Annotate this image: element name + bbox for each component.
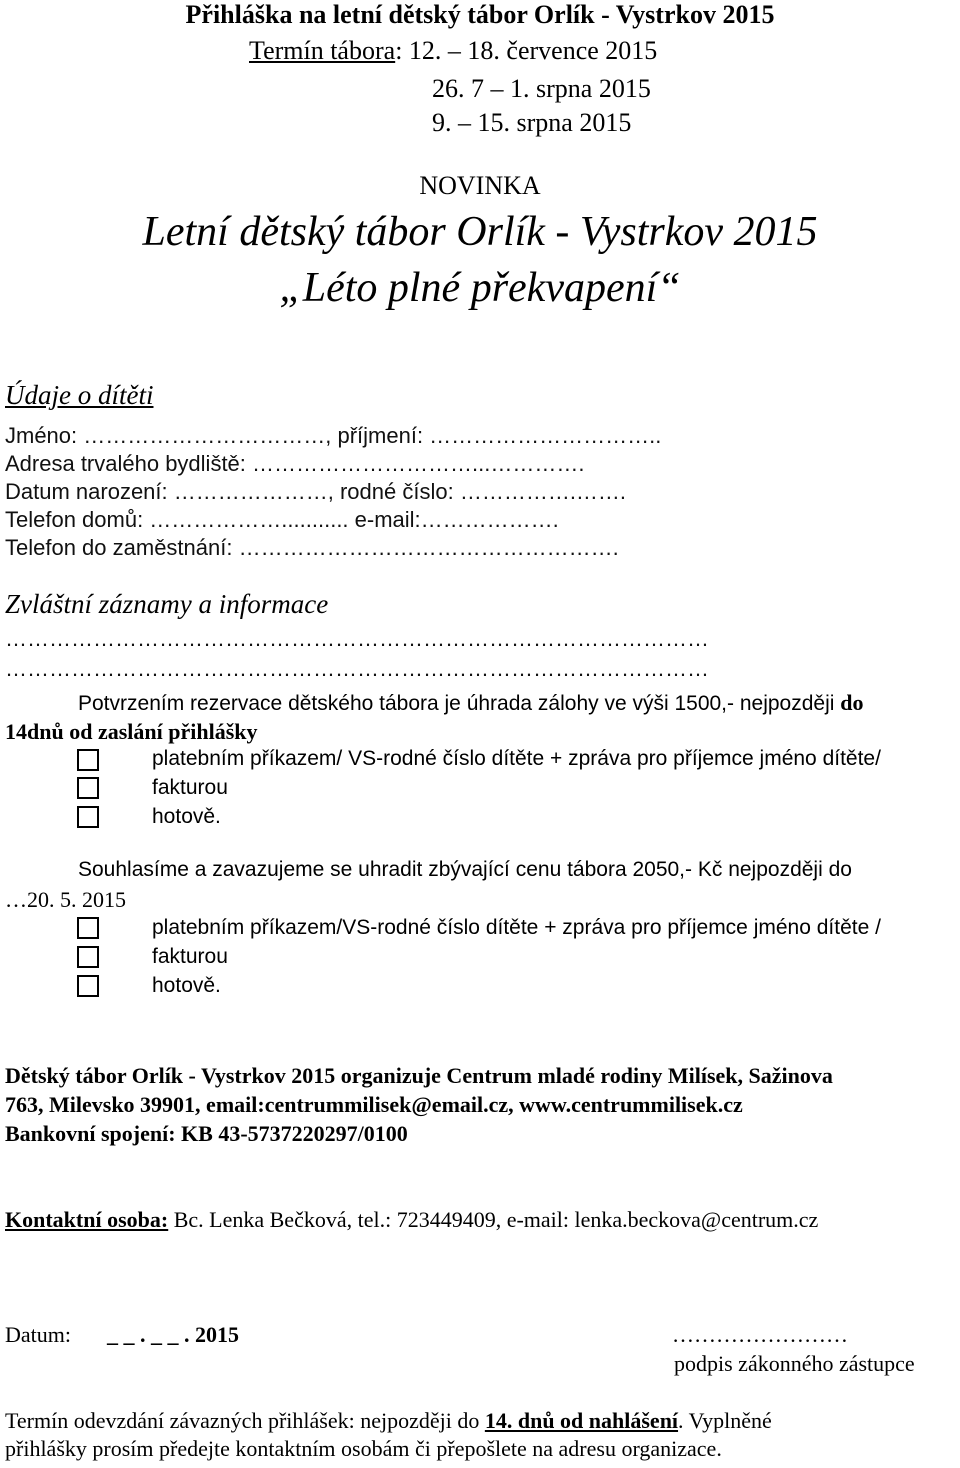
signature-dots: …………………… [672, 1322, 848, 1347]
balance-date: …20. 5. 2015 [5, 887, 126, 912]
deposit-text-do: do [840, 690, 864, 715]
bank-account: Bankovní spojení: KB 43-5737220297/0100 [5, 1121, 408, 1146]
deposit-deadline: 14dnů od zaslání přihlášky [5, 719, 258, 744]
term-dates-1: : 12. – 18. července 2015 [395, 36, 658, 65]
form-title: Přihláška na letní dětský tábor Orlík - Vystrkov 2015 [185, 0, 775, 29]
camp-term-1 [249, 36, 657, 66]
novinka-label: NOVINKA [419, 171, 541, 200]
deadline-text-post: . Vyplněné [678, 1408, 772, 1433]
phone-home-field-line: Telefon domů: ………………........... e-mail:………………. [5, 507, 559, 532]
signature-label: podpis zákonného zástupce [674, 1351, 915, 1376]
contact-label: Kontaktní osoba: [5, 1207, 169, 1232]
phone-work-field-line: Telefon do zaměstnání: ……………………………………………. [5, 535, 619, 560]
deposit-text [78, 690, 864, 716]
camp-term-2: 26. 7 – 1. srpna 2015 [432, 74, 651, 103]
deposit-option-bank-transfer: platebním příkazem/ VS-rodné číslo dítěte + zpráva pro příjemce jméno dítěte/ [152, 747, 881, 770]
main-title: Letní dětský tábor Orlík - Vystrkov 2015 [142, 209, 818, 255]
submission-deadline [5, 1408, 772, 1434]
submission-instructions: přihlášky prosím předejte kontaktním osobám či přepošlete na adresu organizace. [5, 1436, 722, 1461]
child-section-heading: Údaje o dítěti [5, 380, 154, 410]
balance-bank-transfer-checkbox[interactable] [77, 917, 99, 939]
notes-dots-1: …………………………………………………………………………………… [5, 626, 709, 651]
notes-section-heading: Zvláštní záznamy a informace [5, 589, 329, 619]
balance-option-invoice: fakturou [152, 945, 228, 968]
balance-option-cash: hotově. [152, 974, 221, 997]
balance-invoice-checkbox[interactable] [77, 946, 99, 968]
contact-details: Bc. Lenka Bečková, tel.: 723449409, e-mail: lenka.beckova@centrum.cz [168, 1207, 819, 1232]
contact-person [5, 1207, 818, 1233]
organizer-line-1: Dětský tábor Orlík - Vystrkov 2015 organizuje Centrum mladé rodiny Milísek, Sažinova [5, 1063, 833, 1088]
balance-cash-checkbox[interactable] [77, 975, 99, 997]
name-field-line: Jméno: ……………………………, příjmení: ………………………….. [5, 423, 662, 448]
deposit-text-main: Potvrzením rezervace dětského tábora je úhrada zálohy ve výši 1500,- nejpozději [78, 692, 841, 715]
address-field-line: Adresa trvalého bydliště: …………………………...…………. [5, 451, 585, 476]
deposit-bank-transfer-checkbox[interactable] [77, 749, 99, 771]
balance-text: Souhlasíme a zavazujeme se uhradit zbývající cenu tábora 2050,- Kč nejpozději do [78, 858, 852, 881]
deposit-option-cash: hotově. [152, 805, 221, 828]
balance-option-bank-transfer: platebním příkazem/VS-rodné číslo dítěte + zpráva pro příjemce jméno dítěte / [152, 916, 881, 939]
camp-term-3: 9. – 15. srpna 2015 [432, 108, 632, 137]
birth-field-line: Datum narození: …………………, rodné číslo: …………….……. [5, 479, 627, 504]
deadline-text-pre: Termín odevzdání závazných přihlášek: nejpozději do [5, 1408, 485, 1433]
organizer-line-2: 763, Milevsko 39901, email:centrummilisek@email.cz, www.centrummilisek.cz [5, 1092, 743, 1117]
term-label: Termín tábora [249, 36, 396, 65]
subtitle: „Léto plné překvapení“ [279, 265, 681, 311]
date-label: Datum: [5, 1322, 71, 1347]
deposit-cash-checkbox[interactable] [77, 806, 99, 828]
deposit-option-invoice: fakturou [152, 776, 228, 799]
deadline-highlight: 14. dnů od nahlášení [484, 1408, 679, 1433]
date-value: _ _ . _ _ . 2015 [107, 1322, 239, 1347]
deposit-invoice-checkbox[interactable] [77, 777, 99, 799]
notes-dots-2: …………………………………………………………………………………… [5, 656, 709, 681]
